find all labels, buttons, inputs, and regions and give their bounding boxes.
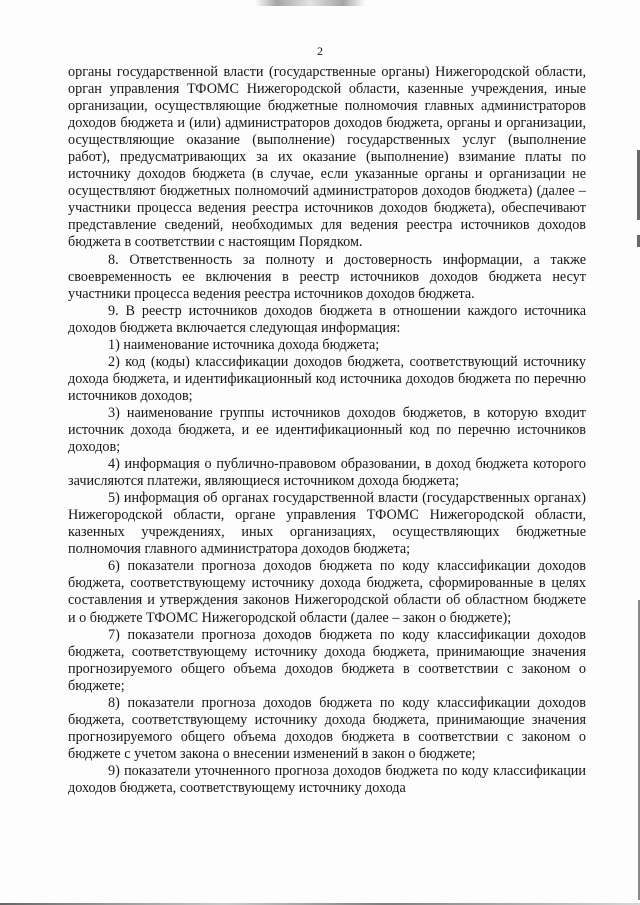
page-number: 2 bbox=[317, 44, 323, 58]
list-item-2: 2) код (коды) классификации доходов бюджета, соответствующий источнику дохода бюджета, и идентификационный код источника доходов бюджета по перечню источников доходов; bbox=[68, 353, 586, 404]
list-item-1: 1) наименование источника дохода бюджета; bbox=[108, 336, 380, 353]
list-item-5: 5) информация об органах государственной власти (государственных органах) Нижегородской области, органе управления ТФОМС Нижегородской области, казенных учреждениях, иных организациях, осуществляющих бюджетные полномочия главного администратора доходов бюджета; bbox=[68, 490, 586, 558]
list-item-4: 4) информация о публично-правовом образовании, в доход бюджета которого зачисляются платежи, являющиеся источником дохода бюджета; bbox=[68, 456, 586, 490]
paragraph-item-8: 8. Ответственность за полноту и достоверность информации, а также своевременность ее включения в реестр источников доходов бюджета несут участники процесса ведения реестра источников доходов бюджета. bbox=[68, 251, 586, 302]
paragraph-item-9: 9. В реестр источников доходов бюджета в отношении каждого источника доходов бюджета включается следующая информация: bbox=[68, 302, 586, 336]
list-item-6: 6) показатели прогноза доходов бюджета по коду классификации доходов бюджета, соответствующему источнику дохода бюджета, сформированные в целях составления и утверждения законов Нижегородской области об областном бюджете и о бюджете ТФОМС Нижегородской области (далее – закон о бюджете); bbox=[68, 558, 586, 626]
scan-artifact-top bbox=[255, 0, 365, 6]
document-body bbox=[68, 64, 586, 797]
list-item-8: 8) показатели прогноза доходов бюджета по коду классификации доходов бюджета, соответствующему источнику дохода бюджета, принимающие значения прогнозируемого общего объема доходов бюджета в соответствии с законом о бюджете с учетом закона о внесении изменений в закон о бюджете; bbox=[68, 694, 586, 762]
list-item-7: 7) показатели прогноза доходов бюджета по коду классификации доходов бюджета, соответствующему источнику дохода бюджета, принимающие значения прогнозируемого общего объема доходов бюджета в соответствии с законом о бюджете; bbox=[68, 626, 586, 694]
list-item-9: 9) показатели уточненного прогноза доходов бюджета по коду классификации доходов бюджета, соответствующему источнику дохода bbox=[68, 762, 586, 796]
paragraph-continuation: органы государственной власти (государственные органы) Нижегородской области, орган управления ТФОМС Нижегородской области, казенные учреждения, иные организации, осуществляющие бюджетные полномочия главных администраторов доходов бюджета и (или) администраторов доходов бюджета, органы и организации, осуществляющие оказание (выполнение) государственных услуг (выполнение работ), предусматривающих за их оказание (выполнение) взимание платы по источнику доходов бюджета (в случае, если указанные органы и организации не осуществляют бюджетных полномочий администраторов доходов бюджета) (далее – участники процесса ведения реестра источников доходов бюджета), обеспечивают представление сведений, необходимых для ведения реестра источников доходов бюджета в соответствии с настоящим Порядком. bbox=[68, 64, 586, 251]
list-item-3: 3) наименование группы источников доходов бюджетов, в которую входит источник дохода бюджета, и ее идентификационный код по перечню источников доходов; bbox=[68, 404, 586, 456]
